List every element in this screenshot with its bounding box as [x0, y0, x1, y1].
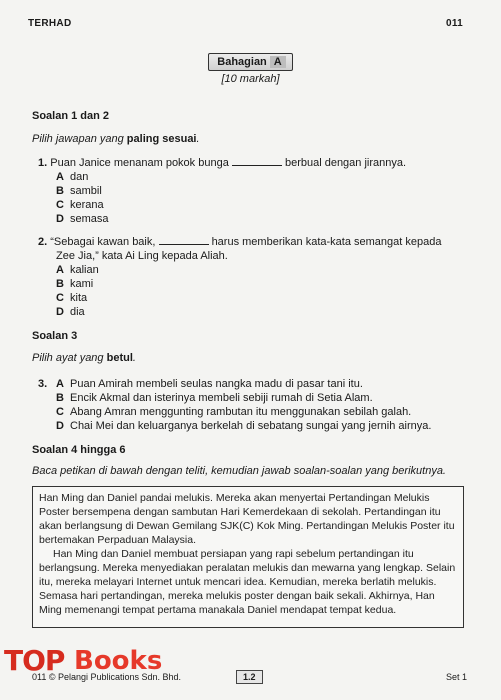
- option-letter: C: [56, 292, 64, 304]
- question-1-text-pre: Puan Janice menanam pokok bunga: [50, 157, 229, 169]
- option-text: sambil: [70, 185, 102, 197]
- option-d[interactable]: [56, 212, 109, 226]
- option-letter: D: [56, 420, 64, 432]
- option-c[interactable]: [56, 198, 109, 212]
- option-letter: A: [56, 378, 64, 390]
- instruction-3-text: Pilih ayat yang: [32, 352, 107, 364]
- option-b[interactable]: [56, 277, 99, 291]
- option-letter: D: [56, 306, 64, 318]
- footer-copyright: 011 © Pelangi Publications Sdn. Bhd.: [32, 672, 182, 682]
- topbooks-watermark-logo: [4, 640, 184, 700]
- answer-blank: [232, 156, 282, 166]
- option-text: dia: [70, 306, 85, 318]
- footer-set: Set 1: [446, 672, 468, 682]
- watermark-top: TOP: [4, 644, 65, 677]
- question-1-text-post: berbual dengan jirannya.: [284, 157, 407, 169]
- reading-passage: [32, 486, 464, 628]
- section-title: Bahagian: [217, 56, 267, 68]
- question-2-number: 2.: [38, 236, 48, 248]
- option-letter: C: [56, 199, 64, 211]
- option-text: kalian: [70, 264, 99, 276]
- instruction-3: [32, 352, 136, 364]
- question-2-line1-pre: “Sebagai kawan baik,: [50, 236, 156, 248]
- option-a[interactable]: [56, 170, 109, 184]
- subsection-title-1: Soalan 1 dan 2: [32, 110, 110, 122]
- instruction-1-bold: paling sesuai: [126, 133, 197, 145]
- instruction-1-end: .: [196, 133, 200, 145]
- section-heading: [0, 52, 501, 71]
- option-text: kerana: [70, 199, 104, 211]
- option-a[interactable]: [56, 377, 476, 391]
- option-c[interactable]: [56, 291, 99, 305]
- option-letter: B: [56, 185, 64, 197]
- header-right: 011: [446, 18, 464, 29]
- section-box: [208, 53, 292, 71]
- option-text: kami: [70, 278, 94, 290]
- option-a[interactable]: [56, 263, 99, 277]
- question-3-number: [38, 377, 47, 391]
- option-text: Encik Akmal dan isterinya membeli sebiji rumah di Setia Alam.: [70, 392, 373, 404]
- instruction-1-text: Pilih jawapan yang: [32, 133, 127, 145]
- option-c[interactable]: [56, 405, 476, 419]
- option-letter: A: [56, 171, 64, 183]
- section-marks: [10 markah]: [221, 73, 280, 85]
- question-3-options: [56, 377, 476, 433]
- option-b[interactable]: [56, 184, 109, 198]
- option-letter: A: [56, 264, 64, 276]
- option-letter: D: [56, 213, 64, 225]
- question-2-line2: Zee Jia,” kata Ai Ling kepada Aliah.: [56, 250, 228, 262]
- question-1-number: 1.: [38, 157, 48, 169]
- instruction-1: [32, 133, 200, 145]
- instruction-4: Baca petikan di bawah dengan teliti, kemudian jawab soalan-soalan yang berikutnya.: [32, 465, 446, 477]
- option-text: Chai Mei dan keluarganya berkelah di sebatang sungai yang jernih airnya.: [70, 420, 432, 432]
- instruction-3-end: .: [132, 352, 136, 364]
- header-left: TERHAD: [28, 18, 72, 29]
- option-d[interactable]: [56, 419, 476, 433]
- page-number: 1.2: [236, 670, 263, 684]
- option-text: kita: [70, 292, 88, 304]
- option-b[interactable]: [56, 391, 476, 405]
- option-letter: B: [56, 392, 64, 404]
- option-text: Puan Amirah membeli seulas nangka madu di pasar tani itu.: [70, 378, 363, 390]
- passage-paragraph-1: Han Ming dan Daniel pandai melukis. Mereka akan menyertai Pertandingan Melukis Poster bersempena dengan sambutan Hari Kemerdekaan di sekolah. Pertandingan itu akan berlangsung di Dewan Gemilang SJK(C) Kok Ming. Pertandingan Melukis Poster itu bertemakan Perpaduan Malaysia.: [39, 492, 455, 546]
- option-letter: C: [56, 406, 64, 418]
- subsection-title-3: Soalan 3: [32, 330, 78, 342]
- subsection-title-4: Soalan 4 hingga 6: [32, 444, 126, 456]
- option-d[interactable]: [56, 305, 99, 319]
- answer-blank: [159, 235, 209, 245]
- option-text: semasa: [70, 213, 109, 225]
- question-2-line1-post: harus memberikan kata-kata semangat kepada: [211, 236, 442, 248]
- watermark-books: Books: [74, 646, 163, 676]
- question-1: [38, 156, 406, 170]
- instruction-3-bold: betul: [106, 352, 133, 364]
- section-letter: A: [270, 56, 286, 68]
- question-2: [38, 235, 478, 249]
- question-1-options: [56, 170, 109, 226]
- passage-paragraph-2: Han Ming dan Daniel membuat persiapan yang rapi sebelum pertandingan itu berlangsung. Mereka menyediakan peralatan melukis dan mewarna yang lengkap. Selain itu, mereka melayari Internet untuk mencari idea. Kemudian, mereka berlatih melukis. Semasa hari pertandingan, mereka melukis poster dengan baik sekali. Akhirnya, Han Ming memenangi tempat pertama manakala Daniel mendapat tempat kedua.: [39, 548, 456, 616]
- question-2-options: [56, 263, 99, 319]
- footer-page: [236, 670, 263, 684]
- question-3-num: 3.: [38, 378, 48, 390]
- option-text: Abang Amran menggunting rambutan itu menggunakan sebilah galah.: [70, 406, 412, 418]
- option-text: dan: [70, 171, 89, 183]
- option-letter: B: [56, 278, 64, 290]
